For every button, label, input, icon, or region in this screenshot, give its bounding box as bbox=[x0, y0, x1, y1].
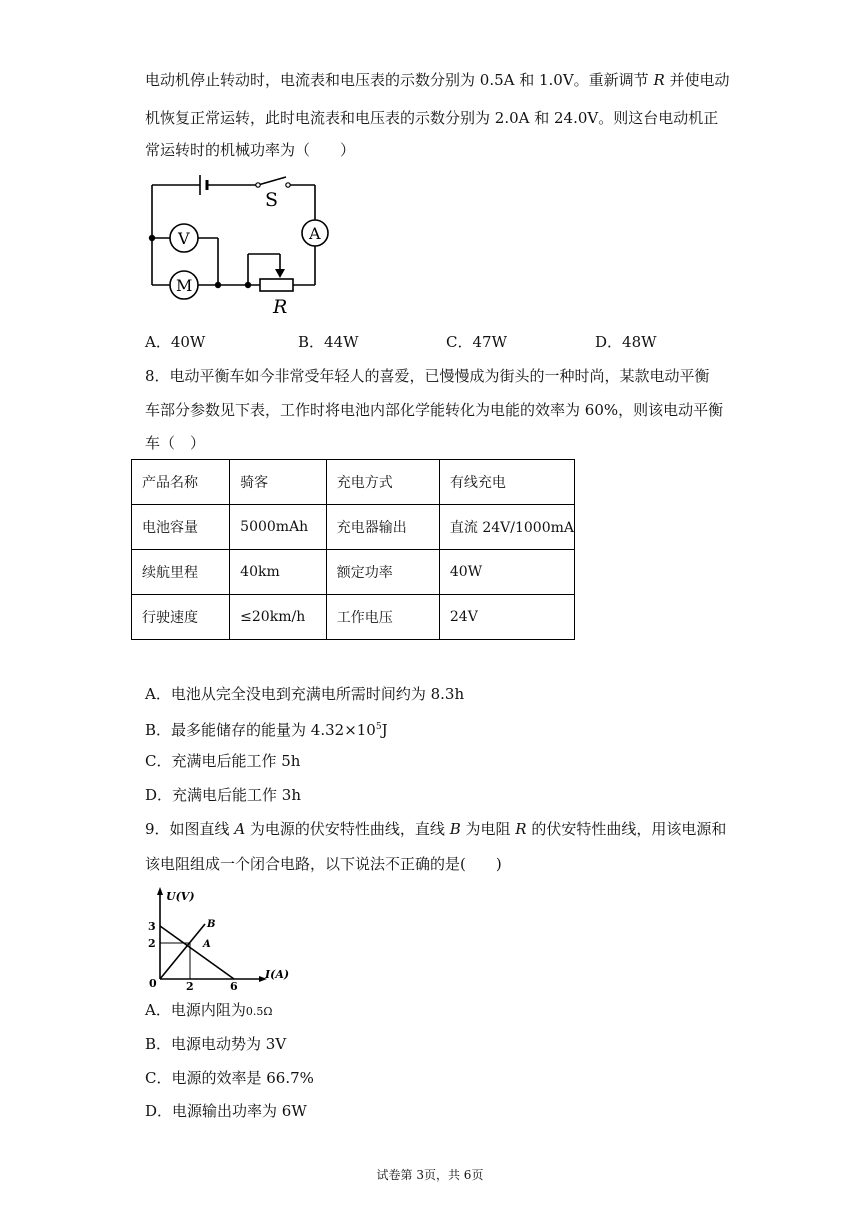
q8-line-2: 车部分参数见下表，工作时将电池内部化学能转化为电能的效率为 60%，则该电动平衡 bbox=[145, 401, 724, 419]
q7-variable-r: R bbox=[653, 71, 665, 89]
rheostat-slider-arrow bbox=[275, 269, 285, 278]
q9-option-a-text: A．电源内阻为 bbox=[145, 1001, 246, 1019]
table-cell: 电池容量 bbox=[132, 505, 230, 550]
ammeter-label: A bbox=[309, 224, 321, 243]
table-cell: 充电方式 bbox=[326, 460, 439, 505]
q7-circuit-diagram bbox=[140, 170, 340, 320]
q9-line-2: 该电阻组成一个闭合电路，以下说法不正确的是( ) bbox=[145, 855, 502, 873]
y-tick-label: 3 bbox=[148, 920, 156, 933]
voltmeter-label: V bbox=[178, 229, 190, 248]
x-tick-label: 2 bbox=[186, 980, 194, 990]
x-axis-label: I(A) bbox=[265, 968, 290, 981]
rheostat-label: R bbox=[273, 296, 288, 318]
q7-line-1 bbox=[145, 70, 730, 90]
q9-ui-graph bbox=[140, 884, 290, 990]
switch-blade bbox=[258, 177, 286, 185]
table-cell: 行驶速度 bbox=[132, 595, 230, 640]
motor-label: M bbox=[176, 276, 193, 295]
page-footer: 试卷第 3页，共 6页 bbox=[376, 1168, 484, 1182]
q9-line-1-part-a: 9．如图直线 bbox=[145, 820, 235, 838]
rheostat-body bbox=[260, 279, 293, 291]
q8-option-d: D．充满电后能工作 3h bbox=[145, 786, 301, 804]
q7-line-1-part-a: 电动机停止转动时，电流表和电压表的示数分别为 0.5A 和 1.0V。重新调节 bbox=[145, 71, 654, 89]
table-cell: ≤20km/h bbox=[230, 595, 327, 640]
q9-line-1-part-b: 为电源的伏安特性曲线，直线 bbox=[245, 820, 450, 838]
q7-line-2: 机恢复正常运转，此时电流表和电压表的示数分别为 2.0A 和 24.0V。则这台电动机正 bbox=[145, 109, 719, 127]
q9-variable-a: A bbox=[234, 820, 246, 838]
q7-line-3: 常运转时的机械功率为（ ） bbox=[145, 141, 356, 159]
table-row bbox=[132, 505, 575, 550]
junction-node bbox=[215, 282, 221, 288]
q9-option-a-value: 0.5Ω bbox=[245, 1005, 273, 1018]
q9-option-d: D．电源输出功率为 6W bbox=[145, 1102, 307, 1120]
q9-variable-b: B bbox=[449, 820, 461, 838]
q9-variable-r: R bbox=[515, 820, 527, 838]
q9-option-a bbox=[145, 1000, 272, 1022]
q8-option-b-text: B．最多能储存的能量为 4.32×10 bbox=[145, 721, 376, 739]
junction-node bbox=[245, 282, 251, 288]
origin-label: 0 bbox=[149, 977, 157, 990]
table-cell: 5000mAh bbox=[230, 505, 327, 550]
line-b-resistor bbox=[160, 924, 205, 979]
y-axis-label: U(V) bbox=[166, 890, 195, 903]
q8-line-3: 车（ ） bbox=[145, 434, 206, 452]
table-cell: 直流 24V/1000mA bbox=[439, 505, 574, 550]
q7-option-a: A．40W bbox=[145, 333, 206, 351]
y-tick-label: 2 bbox=[148, 937, 156, 950]
q8-option-c: C．充满电后能工作 5h bbox=[145, 752, 301, 770]
q8-line-1: 8．电动平衡车如今非常受年轻人的喜爱，已慢慢成为街头的一种时尚，某款电动平衡 bbox=[145, 367, 710, 385]
table-cell: 骑客 bbox=[230, 460, 327, 505]
line-a-label: A bbox=[203, 939, 211, 950]
table-cell: 续航里程 bbox=[132, 550, 230, 595]
junction-node bbox=[149, 235, 155, 241]
q8-option-b-unit: J bbox=[381, 721, 388, 739]
q8-option-a: A．电池从完全没电到充满电所需时间约为 8.3h bbox=[145, 685, 465, 703]
y-axis-arrow bbox=[157, 887, 163, 895]
table-cell: 40km bbox=[230, 550, 327, 595]
line-b-label: B bbox=[207, 919, 216, 930]
q9-line-1-part-c: 为电阻 bbox=[460, 820, 516, 838]
q9-line-1-part-d: 的伏安特性曲线，用该电源和 bbox=[526, 820, 727, 838]
table-row bbox=[132, 460, 575, 505]
q8-option-b-exponent: 5 bbox=[375, 722, 382, 732]
table-cell: 额定功率 bbox=[326, 550, 439, 595]
table-cell: 工作电压 bbox=[326, 595, 439, 640]
q7-option-d: D．48W bbox=[595, 333, 657, 351]
x-tick-label: 6 bbox=[230, 980, 238, 990]
switch-label: S bbox=[265, 189, 279, 211]
q7-option-b: B．44W bbox=[298, 333, 359, 351]
table-cell: 充电器输出 bbox=[326, 505, 439, 550]
table-cell: 24V bbox=[439, 595, 574, 640]
q9-line-1 bbox=[145, 819, 726, 839]
table-cell: 40W bbox=[439, 550, 574, 595]
table-cell: 有线充电 bbox=[439, 460, 574, 505]
q8-parameter-table bbox=[131, 459, 575, 640]
q9-option-c: C．电源的效率是 66.7% bbox=[145, 1069, 314, 1087]
table-row bbox=[132, 595, 575, 640]
table-cell: 产品名称 bbox=[132, 460, 230, 505]
q9-option-b: B．电源电动势为 3V bbox=[145, 1035, 287, 1053]
q7-line-1-part-b: 并使电动 bbox=[664, 71, 730, 89]
q7-option-c: C．47W bbox=[446, 333, 507, 351]
table-row bbox=[132, 550, 575, 595]
q8-option-b bbox=[145, 717, 388, 740]
